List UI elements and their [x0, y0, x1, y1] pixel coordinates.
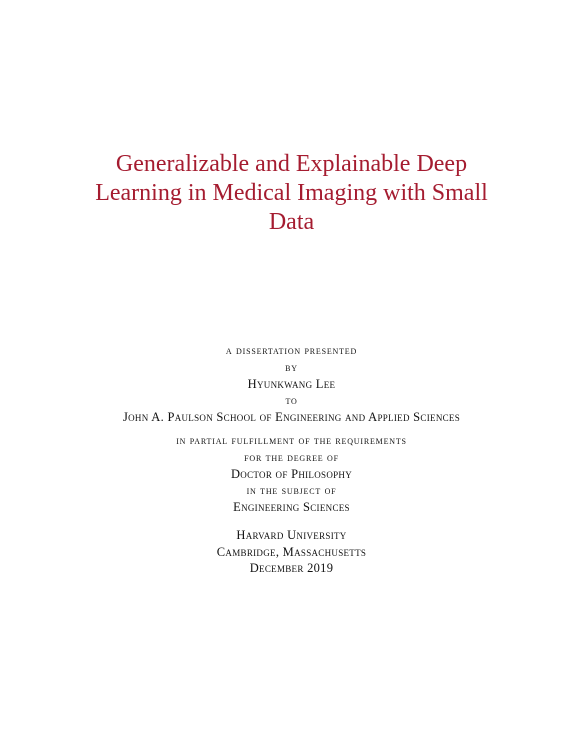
- degree-name: Doctor of Philosophy: [230, 467, 353, 481]
- institution-block: [40, 527, 543, 577]
- dissertation-title: Generalizable and Explainable Deep Learning in Medical Imaging with Small Data: [95, 151, 488, 235]
- presentation-block: [40, 343, 543, 426]
- by-line: by: [285, 361, 298, 374]
- school-name: John A. Paulson School of Engineering and Applied Sciences: [122, 410, 461, 424]
- subject-name: Engineering Sciences: [233, 500, 350, 514]
- fulfillment-block: [40, 433, 543, 516]
- presented-line: a dissertation presented: [225, 345, 358, 357]
- degree-intro-line: for the degree of: [244, 451, 339, 464]
- to-line: to: [285, 394, 298, 407]
- submission-date: December 2019: [249, 561, 334, 575]
- university-name: Harvard University: [236, 528, 347, 542]
- location: Cambridge, Massachusetts: [216, 544, 367, 559]
- subject-intro-line: in the subject of: [246, 484, 337, 497]
- author-name: Hyunkwang Lee: [247, 377, 336, 391]
- fulfillment-line: in partial fulfillment of the requirements: [176, 435, 407, 447]
